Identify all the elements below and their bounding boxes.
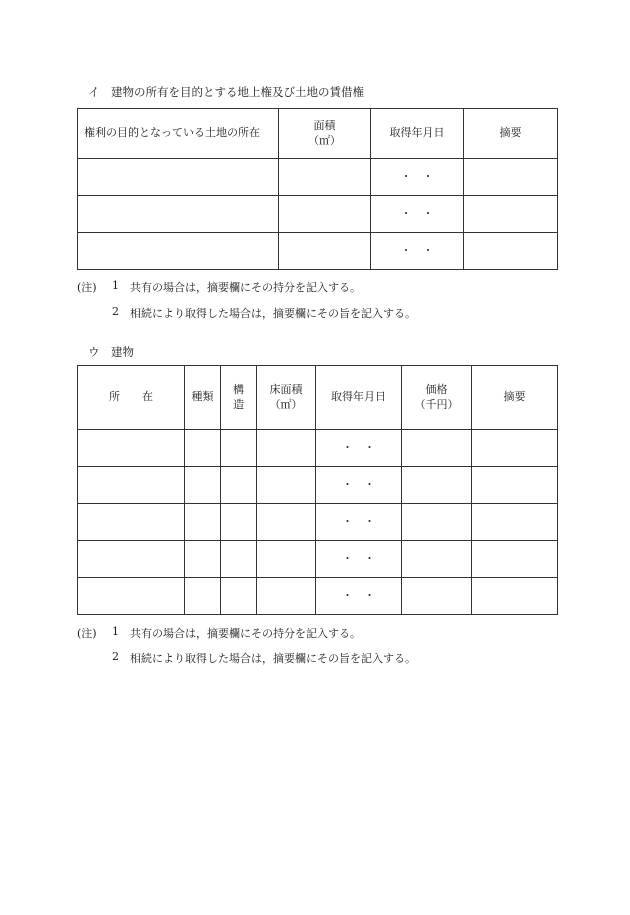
cell-location[interactable] (78, 159, 279, 196)
table-header-row (78, 109, 558, 159)
cell-structure[interactable] (221, 504, 257, 541)
cell-structure[interactable] (221, 467, 257, 504)
cell-location[interactable] (78, 467, 185, 504)
header-floor-area-label: 床面積 (269, 382, 303, 396)
header-remarks: 摘要 (472, 366, 558, 430)
cell-area[interactable] (279, 233, 371, 270)
header-area-unit: （㎡） (308, 133, 341, 147)
header-price-label: 価格 (425, 382, 448, 396)
cell-area[interactable] (279, 196, 371, 233)
cell-acquisition-date[interactable]: ・ ・ (316, 504, 402, 541)
table-row (78, 541, 558, 578)
table-land-rights (77, 108, 558, 270)
header-location: 所 在 (78, 366, 185, 430)
cell-remarks[interactable] (464, 159, 558, 196)
header-structure-line1: 構 (233, 382, 244, 396)
cell-kind[interactable] (185, 504, 221, 541)
table-row (78, 430, 558, 467)
cell-floor-area[interactable] (257, 504, 316, 541)
cell-kind[interactable] (185, 430, 221, 467)
cell-location[interactable] (78, 233, 279, 270)
note-1-number: 1 (112, 279, 119, 292)
note-1-number: 1 (112, 625, 119, 638)
table-row (78, 233, 558, 270)
cell-acquisition-date[interactable]: ・ ・ (371, 233, 464, 270)
table-row (78, 578, 558, 615)
cell-acquisition-date[interactable]: ・ ・ (371, 159, 464, 196)
cell-area[interactable] (279, 159, 371, 196)
cell-acquisition-date[interactable]: ・ ・ (316, 541, 402, 578)
header-acquisition-date: 取得年月日 (371, 109, 464, 159)
note-2-number: 2 (112, 305, 119, 318)
cell-remarks[interactable] (472, 578, 558, 615)
cell-floor-area[interactable] (257, 430, 316, 467)
note-2-number: 2 (112, 650, 119, 663)
note-1-text: 共有の場合は，摘要欄にその持分を記入する。 (130, 627, 361, 640)
cell-price[interactable] (402, 467, 472, 504)
cell-remarks[interactable] (464, 196, 558, 233)
cell-location[interactable] (78, 430, 185, 467)
table-row (78, 196, 558, 233)
cell-structure[interactable] (221, 541, 257, 578)
header-kind: 種類 (185, 366, 221, 430)
note-2-text: 相続により取得した場合は，摘要欄にその旨を記入する。 (130, 307, 416, 320)
note-2-text: 相続により取得した場合は，摘要欄にその旨を記入する。 (130, 652, 416, 665)
header-remarks: 摘要 (464, 109, 558, 159)
cell-remarks[interactable] (472, 430, 558, 467)
cell-acquisition-date[interactable]: ・ ・ (316, 430, 402, 467)
cell-kind[interactable] (185, 541, 221, 578)
cell-acquisition-date[interactable]: ・ ・ (316, 578, 402, 615)
cell-kind[interactable] (185, 578, 221, 615)
note-1-text: 共有の場合は，摘要欄にその持分を記入する。 (130, 281, 361, 294)
cell-location[interactable] (78, 541, 185, 578)
cell-remarks[interactable] (472, 541, 558, 578)
cell-price[interactable] (402, 504, 472, 541)
header-acquisition-date: 取得年月日 (316, 366, 402, 430)
header-price (402, 366, 472, 430)
cell-location[interactable] (78, 504, 185, 541)
header-area (279, 109, 371, 159)
cell-remarks[interactable] (464, 233, 558, 270)
header-price-unit: （千円） (414, 397, 459, 411)
note-label: (注) (77, 281, 97, 294)
header-floor-area (257, 366, 316, 430)
section-i-title: イ 建物の所有を目的とする地上権及び土地の賃借権 (88, 85, 364, 99)
cell-floor-area[interactable] (257, 541, 316, 578)
table-row (78, 467, 558, 504)
cell-structure[interactable] (221, 430, 257, 467)
cell-acquisition-date[interactable]: ・ ・ (371, 196, 464, 233)
cell-location[interactable] (78, 196, 279, 233)
cell-acquisition-date[interactable]: ・ ・ (316, 467, 402, 504)
header-floor-area-unit: （㎡） (269, 397, 303, 411)
section-u-title: ウ 建物 (88, 345, 134, 359)
cell-structure[interactable] (221, 578, 257, 615)
cell-price[interactable] (402, 578, 472, 615)
cell-kind[interactable] (185, 467, 221, 504)
header-area-label: 面積 (313, 118, 336, 132)
table-header-row (78, 366, 558, 430)
table-row (78, 504, 558, 541)
header-structure (221, 366, 257, 430)
table-row (78, 159, 558, 196)
cell-floor-area[interactable] (257, 578, 316, 615)
header-location: 権利の目的となっている土地の所在 (78, 109, 279, 159)
cell-price[interactable] (402, 541, 472, 578)
header-structure-line2: 造 (233, 397, 244, 411)
cell-remarks[interactable] (472, 504, 558, 541)
note-label: (注) (77, 627, 97, 640)
cell-price[interactable] (402, 430, 472, 467)
cell-remarks[interactable] (472, 467, 558, 504)
table-buildings (77, 365, 558, 615)
cell-location[interactable] (78, 578, 185, 615)
cell-floor-area[interactable] (257, 467, 316, 504)
